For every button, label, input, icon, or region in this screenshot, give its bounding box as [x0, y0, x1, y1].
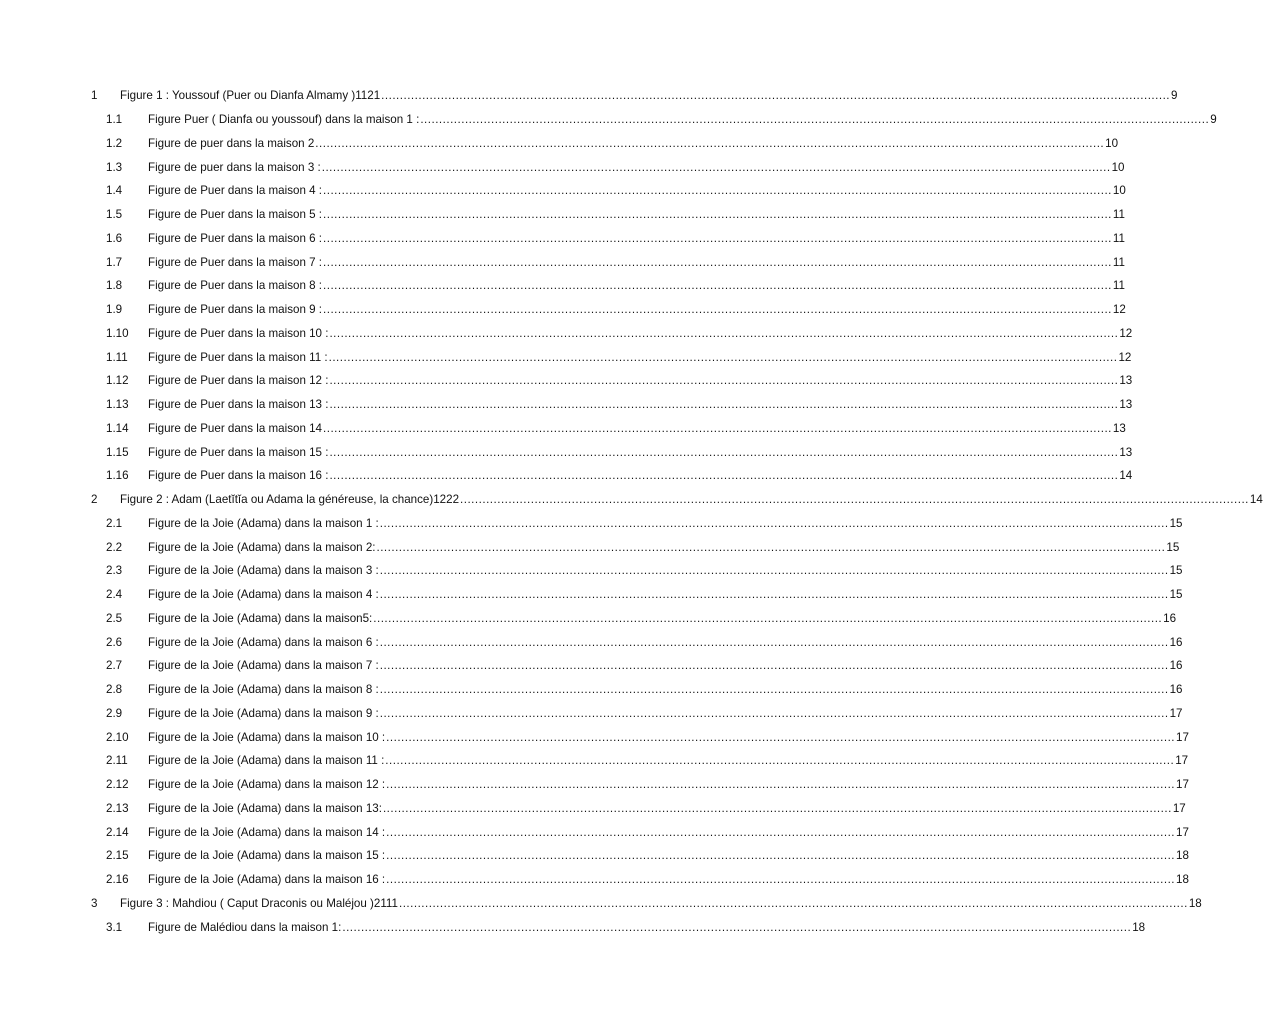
toc-page-number: 11	[1112, 255, 1125, 269]
toc-entry-content	[148, 588, 1183, 602]
toc-dot-leader: ....................................................................................................................................................................................................................	[342, 920, 1132, 934]
toc-entry-title: Figure de la Joie (Adama) dans la maison 12 :	[148, 778, 386, 792]
toc-subsection-entry[interactable]	[0, 393, 1133, 417]
toc-entry-content	[148, 611, 1177, 625]
toc-entry-number: 1.7	[106, 255, 123, 269]
toc-subsection-entry[interactable]	[0, 559, 1183, 583]
toc-entry-number: 1.9	[106, 303, 123, 317]
toc-dot-leader: ....................................................................................................................................................................................................................	[323, 208, 1112, 222]
toc-entry-content	[148, 326, 1133, 340]
toc-subsection-entry[interactable]	[0, 725, 1189, 749]
toc-page-number: 14	[1249, 493, 1263, 507]
toc-entry-title: Figure de la Joie (Adama) dans la maison 11 :	[148, 754, 385, 768]
toc-page-number: 13	[1112, 421, 1126, 435]
toc-page-number: 15	[1166, 540, 1180, 554]
toc-entry-title: Figure de Puer dans la maison 11 :	[148, 350, 328, 364]
toc-entry-content	[120, 89, 1178, 103]
toc-entry-content	[148, 421, 1126, 435]
toc-entry-title: Figure de puer dans la maison 3 :	[148, 160, 321, 174]
toc-subsection-entry[interactable]	[0, 298, 1126, 322]
toc-page-number: 11	[1112, 208, 1125, 222]
toc-page-number: 17	[1176, 825, 1189, 839]
toc-entry-number: 2.16	[106, 873, 129, 887]
toc-subsection-entry[interactable]	[0, 440, 1133, 464]
toc-page-number: 15	[1169, 516, 1183, 530]
toc-entry-title: Figure de Malédiou dans la maison 1:	[148, 920, 342, 934]
toc-page-number: 12	[1112, 303, 1126, 317]
toc-entry-content	[148, 469, 1133, 483]
toc-dot-leader: ....................................................................................................................................................................................................................	[386, 849, 1176, 863]
toc-entry-content	[148, 113, 1217, 127]
toc-entry-content	[148, 303, 1126, 317]
toc-dot-leader: ....................................................................................................................................................................................................................	[385, 754, 1175, 768]
toc-subsection-entry[interactable]	[0, 678, 1183, 702]
toc-entry-number: 2.15	[106, 849, 129, 863]
toc-entry-number: 2.13	[106, 801, 129, 815]
toc-entry-number: 1.13	[106, 398, 129, 412]
toc-entry-content	[148, 564, 1183, 578]
toc-entry-content	[148, 873, 1189, 887]
toc-page-number: 10	[1112, 184, 1126, 198]
toc-entry-title: Figure de la Joie (Adama) dans la maison 3 :	[148, 564, 379, 578]
toc-entry-number: 1.11	[106, 350, 128, 364]
toc-entry-number: 1.2	[106, 136, 123, 150]
toc-entry-title: Figure de la Joie (Adama) dans la maison 6 :	[148, 635, 379, 649]
toc-dot-leader: ....................................................................................................................................................................................................................	[323, 184, 1112, 198]
toc-page-number: 18	[1188, 896, 1202, 910]
toc-subsection-entry[interactable]	[0, 345, 1132, 369]
toc-entry-title: Figure de la Joie (Adama) dans la maison 15 :	[148, 849, 386, 863]
toc-subsection-entry[interactable]	[0, 583, 1183, 607]
toc-page-number: 15	[1169, 588, 1183, 602]
toc-entry-number: 1.5	[106, 208, 123, 222]
toc-entry-title: Figure de Puer dans la maison 12 :	[148, 374, 329, 388]
toc-dot-leader: ....................................................................................................................................................................................................................	[386, 778, 1176, 792]
toc-entry-content	[148, 754, 1189, 768]
toc-dot-leader: ....................................................................................................................................................................................................................	[329, 398, 1119, 412]
toc-dot-leader: ....................................................................................................................................................................................................................	[381, 89, 1171, 103]
toc-subsection-entry[interactable]	[0, 535, 1180, 559]
toc-page-number: 9	[1210, 113, 1217, 127]
toc-entry-title: Figure de la Joie (Adama) dans la maison 2:	[148, 540, 376, 554]
toc-page-number: 13	[1119, 374, 1133, 388]
toc-entry-title: Figure de la Joie (Adama) dans la maison 4 :	[148, 588, 379, 602]
toc-dot-leader: ....................................................................................................................................................................................................................	[328, 350, 1118, 364]
toc-dot-leader: ....................................................................................................................................................................................................................	[329, 445, 1119, 459]
toc-subsection-entry[interactable]	[0, 820, 1189, 844]
toc-dot-leader: ....................................................................................................................................................................................................................	[329, 374, 1119, 388]
toc-subsection-entry[interactable]	[0, 702, 1183, 726]
toc-page-number: 17	[1176, 730, 1189, 744]
toc-entry-content	[120, 493, 1263, 507]
toc-section-entry[interactable]	[0, 84, 1178, 108]
toc-dot-leader: ....................................................................................................................................................................................................................	[315, 136, 1105, 150]
toc-entry-number: 1	[91, 89, 98, 103]
toc-entry-title: Figure de Puer dans la maison 10 :	[148, 326, 329, 340]
toc-entry-content	[148, 801, 1186, 815]
toc-entry-content	[148, 778, 1189, 792]
toc-section-entry[interactable]	[0, 892, 1202, 916]
toc-page-number: 16	[1169, 683, 1183, 697]
toc-entry-content	[148, 659, 1183, 673]
toc-dot-leader: ....................................................................................................................................................................................................................	[329, 469, 1119, 483]
toc-page-number: 13	[1119, 445, 1133, 459]
toc-entry-number: 2.11	[106, 754, 128, 768]
toc-entry-content	[148, 184, 1126, 198]
toc-dot-leader: ....................................................................................................................................................................................................................	[420, 113, 1210, 127]
toc-entry-content	[148, 208, 1125, 222]
toc-entry-number: 1.1	[106, 113, 123, 127]
toc-entry-content	[148, 516, 1183, 530]
toc-dot-leader: ....................................................................................................................................................................................................................	[386, 730, 1176, 744]
toc-subsection-entry[interactable]	[0, 250, 1125, 274]
toc-entry-title: Figure de la Joie (Adama) dans la maison 7 :	[148, 659, 379, 673]
toc-entry-title: Figure de Puer dans la maison 5 :	[148, 208, 323, 222]
toc-entry-content	[148, 350, 1132, 364]
toc-page-number: 18	[1132, 920, 1146, 934]
toc-dot-leader: ....................................................................................................................................................................................................................	[379, 635, 1169, 649]
toc-entry-number: 1.3	[106, 160, 123, 174]
toc-entry-content	[148, 635, 1183, 649]
toc-entry-number: 1.8	[106, 279, 123, 293]
toc-entry-title: Figure de la Joie (Adama) dans la maison 9 :	[148, 706, 379, 720]
toc-page-number: 17	[1169, 706, 1183, 720]
toc-dot-leader: ....................................................................................................................................................................................................................	[379, 659, 1169, 673]
toc-dot-leader: ....................................................................................................................................................................................................................	[382, 801, 1172, 815]
toc-dot-leader: ....................................................................................................................................................................................................................	[323, 231, 1112, 245]
toc-entry-number: 2.12	[106, 778, 129, 792]
toc-page-number: 17	[1176, 778, 1189, 792]
toc-dot-leader: ....................................................................................................................................................................................................................	[379, 564, 1169, 578]
toc-entry-title: Figure 2 : Adam (Laetĭtĭa ou Adama la généreuse, la chance)1222	[120, 493, 460, 507]
toc-entry-content	[120, 896, 1202, 910]
toc-subsection-entry[interactable]	[0, 108, 1217, 132]
toc-entry-title: Figure de la Joie (Adama) dans la maison 8 :	[148, 683, 379, 697]
toc-entry-title: Figure de Puer dans la maison 7 :	[148, 255, 323, 269]
toc-entry-content	[148, 160, 1125, 174]
toc-entry-content	[148, 445, 1133, 459]
toc-page-number: 12	[1118, 350, 1132, 364]
toc-entry-number: 2.14	[106, 825, 129, 839]
toc-entry-title: Figure de Puer dans la maison 13 :	[148, 398, 329, 412]
toc-dot-leader: ....................................................................................................................................................................................................................	[323, 421, 1112, 435]
toc-entry-title: Figure de Puer dans la maison 14	[148, 421, 323, 435]
toc-entry-number: 1.6	[106, 231, 123, 245]
toc-dot-leader: ....................................................................................................................................................................................................................	[323, 279, 1112, 293]
toc-dot-leader: ....................................................................................................................................................................................................................	[379, 516, 1169, 530]
toc-subsection-entry[interactable]	[0, 322, 1133, 346]
toc-subsection-entry[interactable]	[0, 227, 1125, 251]
toc-entry-content	[148, 849, 1189, 863]
toc-page-number: 11	[1112, 279, 1125, 293]
toc-entry-title: Figure de puer dans la maison 2	[148, 136, 315, 150]
toc-subsection-entry[interactable]	[0, 797, 1186, 821]
toc-entry-content	[148, 540, 1180, 554]
toc-dot-leader: ....................................................................................................................................................................................................................	[321, 160, 1111, 174]
toc-page-number: 10	[1111, 160, 1125, 174]
toc-entry-title: Figure 3 : Mahdiou ( Caput Draconis ou Maléjou )2111	[120, 896, 398, 910]
toc-dot-leader: ....................................................................................................................................................................................................................	[379, 588, 1169, 602]
toc-subsection-entry[interactable]	[0, 203, 1125, 227]
toc-dot-leader: ....................................................................................................................................................................................................................	[329, 326, 1119, 340]
toc-page-number: 17	[1172, 801, 1186, 815]
table-of-contents	[0, 84, 1263, 939]
toc-entry-number: 2.3	[106, 564, 123, 578]
toc-entry-title: Figure de la Joie (Adama) dans la maison 13:	[148, 801, 382, 815]
toc-subsection-entry[interactable]	[0, 274, 1125, 298]
toc-page-number: 17	[1175, 754, 1189, 768]
toc-entry-title: Figure de la Joie (Adama) dans la maison 10 :	[148, 730, 386, 744]
toc-entry-number: 2.6	[106, 635, 123, 649]
toc-dot-leader: ....................................................................................................................................................................................................................	[379, 706, 1169, 720]
toc-entry-number: 2.2	[106, 540, 123, 554]
toc-page-number: 10	[1105, 136, 1119, 150]
toc-subsection-entry[interactable]	[0, 630, 1183, 654]
toc-entry-content	[148, 706, 1183, 720]
toc-page-number: 11	[1112, 231, 1125, 245]
toc-entry-title: Figure de Puer dans la maison 8 :	[148, 279, 323, 293]
toc-entry-content	[148, 398, 1133, 412]
toc-subsection-entry[interactable]	[0, 844, 1189, 868]
toc-entry-content	[148, 825, 1189, 839]
toc-entry-content	[148, 683, 1183, 697]
toc-entry-number: 2.5	[106, 611, 123, 625]
toc-dot-leader: ....................................................................................................................................................................................................................	[376, 540, 1166, 554]
toc-entry-title: Figure de la Joie (Adama) dans la maison5:	[148, 611, 373, 625]
toc-entry-number: 1.10	[106, 326, 129, 340]
toc-subsection-entry[interactable]	[0, 155, 1125, 179]
toc-entry-title: Figure Puer ( Dianfa ou youssouf) dans la maison 1 :	[148, 113, 420, 127]
toc-dot-leader: ....................................................................................................................................................................................................................	[373, 611, 1163, 625]
toc-entry-number: 1.15	[106, 445, 129, 459]
toc-subsection-entry[interactable]	[0, 607, 1177, 631]
toc-entry-number: 1.14	[106, 421, 129, 435]
toc-entry-number: 2	[91, 493, 98, 507]
toc-page-number: 18	[1176, 873, 1189, 887]
toc-subsection-entry[interactable]	[0, 369, 1133, 393]
toc-page-number: 16	[1163, 611, 1177, 625]
toc-section-entry[interactable]	[0, 488, 1263, 512]
toc-entry-number: 1.4	[106, 184, 123, 198]
toc-page-number: 15	[1169, 564, 1183, 578]
toc-entry-content	[148, 136, 1119, 150]
toc-entry-number: 3.1	[106, 920, 123, 934]
toc-entry-number: 2.1	[106, 516, 123, 530]
toc-page-number: 16	[1169, 635, 1183, 649]
toc-entry-content	[148, 920, 1146, 934]
toc-entry-number: 2.4	[106, 588, 123, 602]
toc-entry-content	[148, 231, 1125, 245]
toc-subsection-entry[interactable]	[0, 464, 1133, 488]
toc-entry-title: Figure 1 : Youssouf (Puer ou Dianfa Almamy )1121	[120, 89, 381, 103]
toc-subsection-entry[interactable]	[0, 868, 1189, 892]
toc-entry-content	[148, 279, 1125, 293]
toc-dot-leader: ....................................................................................................................................................................................................................	[386, 825, 1176, 839]
toc-subsection-entry[interactable]	[0, 654, 1183, 678]
toc-dot-leader: ....................................................................................................................................................................................................................	[460, 493, 1249, 507]
toc-entry-title: Figure de Puer dans la maison 9 :	[148, 303, 323, 317]
toc-entry-number: 2.10	[106, 730, 129, 744]
toc-entry-title: Figure de Puer dans la maison 16 :	[148, 469, 329, 483]
toc-page-number: 12	[1119, 326, 1133, 340]
toc-entry-number: 1.12	[106, 374, 129, 388]
toc-subsection-entry[interactable]	[0, 915, 1146, 939]
toc-dot-leader: ....................................................................................................................................................................................................................	[386, 873, 1176, 887]
toc-entry-title: Figure de Puer dans la maison 4 :	[148, 184, 323, 198]
toc-entry-content	[148, 730, 1189, 744]
toc-subsection-entry[interactable]	[0, 417, 1126, 441]
toc-page-number: 14	[1119, 469, 1133, 483]
toc-dot-leader: ....................................................................................................................................................................................................................	[379, 683, 1169, 697]
toc-subsection-entry[interactable]	[0, 179, 1126, 203]
toc-entry-title: Figure de la Joie (Adama) dans la maison 1 :	[148, 516, 379, 530]
toc-page-number: 13	[1119, 398, 1133, 412]
toc-entry-title: Figure de Puer dans la maison 6 :	[148, 231, 323, 245]
toc-page-number: 18	[1176, 849, 1189, 863]
toc-entry-number: 2.8	[106, 683, 123, 697]
toc-subsection-entry[interactable]	[0, 773, 1189, 797]
toc-entry-number: 3	[91, 896, 98, 910]
toc-page-number: 16	[1169, 659, 1183, 673]
toc-entry-title: Figure de Puer dans la maison 15 :	[148, 445, 329, 459]
toc-entry-title: Figure de la Joie (Adama) dans la maison 16 :	[148, 873, 386, 887]
toc-subsection-entry[interactable]	[0, 132, 1119, 156]
toc-dot-leader: ....................................................................................................................................................................................................................	[323, 255, 1112, 269]
toc-page-number: 9	[1171, 89, 1178, 103]
toc-entry-title: Figure de la Joie (Adama) dans la maison 14 :	[148, 825, 386, 839]
toc-entry-content	[148, 374, 1133, 388]
toc-entry-content	[148, 255, 1125, 269]
toc-subsection-entry[interactable]	[0, 512, 1183, 536]
toc-entry-number: 2.9	[106, 706, 123, 720]
toc-entry-number: 1.16	[106, 469, 129, 483]
toc-entry-number: 2.7	[106, 659, 123, 673]
toc-dot-leader: ....................................................................................................................................................................................................................	[323, 303, 1112, 317]
toc-subsection-entry[interactable]	[0, 749, 1189, 773]
toc-dot-leader: ....................................................................................................................................................................................................................	[398, 896, 1188, 910]
